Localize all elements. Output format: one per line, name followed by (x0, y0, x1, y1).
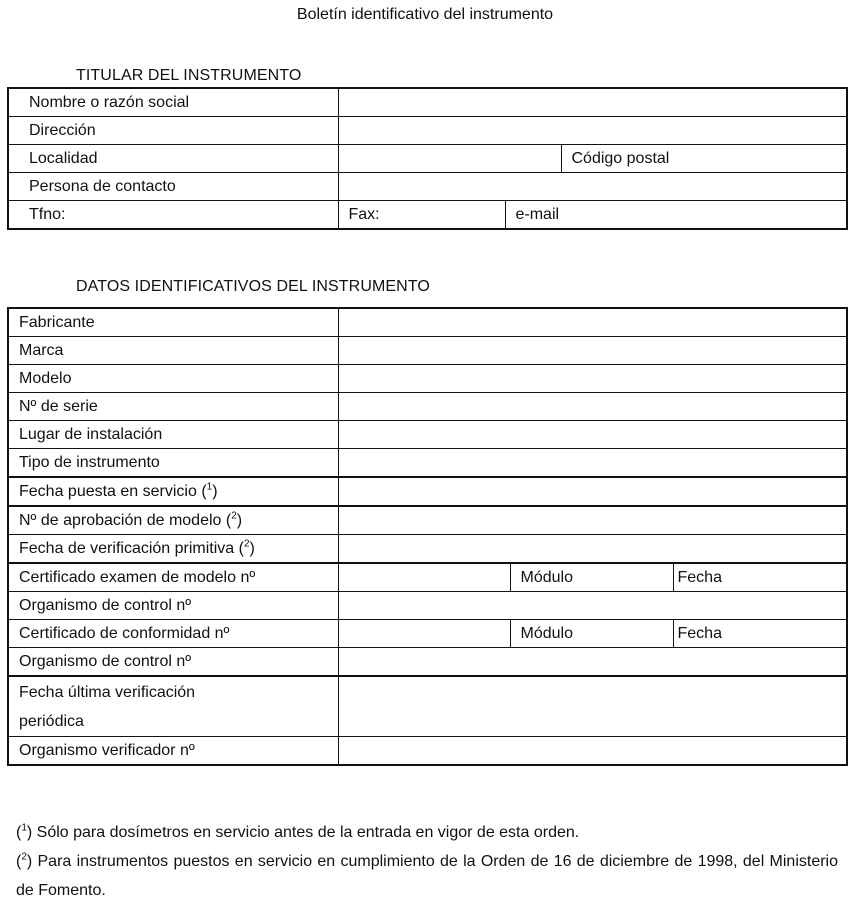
footnote-ref-1: 1 (206, 481, 213, 493)
num-aprobacion-field[interactable] (338, 506, 847, 535)
tfno-field[interactable]: Tfno: (8, 201, 338, 230)
persona-contacto-field[interactable] (338, 173, 847, 201)
persona-contacto-label: Persona de contacto (8, 173, 338, 201)
fecha-puesta-label: Fecha puesta en servicio ($^1$) (8, 477, 338, 506)
tipo-instrumento-field[interactable] (338, 449, 847, 478)
fax-field[interactable]: Fax: (338, 201, 505, 230)
organismo-verificador-label: Organismo verificador nº (8, 737, 338, 766)
fecha-verif-primitiva-field[interactable] (338, 535, 847, 564)
fecha-verif-primitiva-label: Fecha de verificación primitiva ($^2$) (8, 535, 338, 564)
datos-heading: DATOS IDENTIFICATIVOS DEL INSTRUMENTO (76, 278, 430, 295)
certificado-conformidad-label: Certificado de conformidad nº (8, 620, 338, 648)
marca-label: Marca (8, 337, 338, 365)
certificado-conformidad-field[interactable] (338, 620, 510, 648)
nombre-field[interactable] (338, 88, 847, 117)
footnote-ref-2: 2 (243, 538, 250, 550)
fabricante-label: Fabricante (8, 308, 338, 337)
nombre-label: Nombre o razón social (8, 88, 338, 117)
titular-heading: TITULAR DEL INSTRUMENTO (76, 67, 302, 84)
certificado-examen-label: Certificado examen de modelo nº (8, 563, 338, 592)
document-title: Boletín identificativo del instrumento (296, 6, 554, 23)
organismo-verificador-field[interactable] (338, 737, 847, 766)
footnote-2: ($^2$) Para instrumentos puestos en servicio en cumplimiento de la Orden de 16 de diciembre de 1998, del Ministerio de Fomento. (16, 851, 838, 899)
num-aprobacion-label: Nº de aprobación de modelo ($^2$) (8, 506, 338, 535)
marca-field[interactable] (338, 337, 847, 365)
localidad-label: Localidad (8, 145, 338, 173)
fecha-puesta-field[interactable] (338, 477, 847, 506)
modelo-label: Modelo (8, 365, 338, 393)
codigo-postal-field[interactable]: Código postal (561, 145, 847, 173)
localidad-field[interactable] (338, 145, 561, 173)
datos-table (7, 307, 848, 766)
organismo-control-2-field[interactable] (338, 648, 847, 677)
lugar-instalacion-field[interactable] (338, 421, 847, 449)
organismo-control-2-label: Organismo de control nº (8, 648, 338, 677)
num-serie-field[interactable] (338, 393, 847, 421)
certificado-examen-field[interactable] (338, 563, 510, 592)
fabricante-field[interactable] (338, 308, 847, 337)
footnote-1: ($^1$) Sólo para dosímetros en servicio antes de la entrada en vigor de esta orden. (16, 822, 580, 841)
fecha-2-field[interactable]: Fecha (673, 620, 847, 648)
organismo-control-1-label: Organismo de control nº (8, 592, 338, 620)
fecha-1-field[interactable]: Fecha (673, 563, 847, 592)
tipo-instrumento-label: Tipo de instrumento (8, 449, 338, 478)
direccion-label: Dirección (8, 117, 338, 145)
modulo-2-field[interactable]: Módulo (510, 620, 673, 648)
modelo-field[interactable] (338, 365, 847, 393)
footnote-ref-2: 2 (231, 510, 237, 522)
footnotes (16, 818, 838, 905)
fecha-ultima-verif-field[interactable] (338, 676, 847, 737)
num-serie-label: Nº de serie (8, 393, 338, 421)
titular-table (7, 87, 848, 230)
organismo-control-1-field[interactable] (338, 592, 847, 620)
direccion-field[interactable] (338, 117, 847, 145)
fecha-ultima-verif-label: Fecha última verificación periódica (8, 676, 338, 737)
email-field[interactable]: e-mail (505, 201, 847, 230)
lugar-instalacion-label: Lugar de instalación (8, 421, 338, 449)
modulo-1-field[interactable]: Módulo (510, 563, 673, 592)
